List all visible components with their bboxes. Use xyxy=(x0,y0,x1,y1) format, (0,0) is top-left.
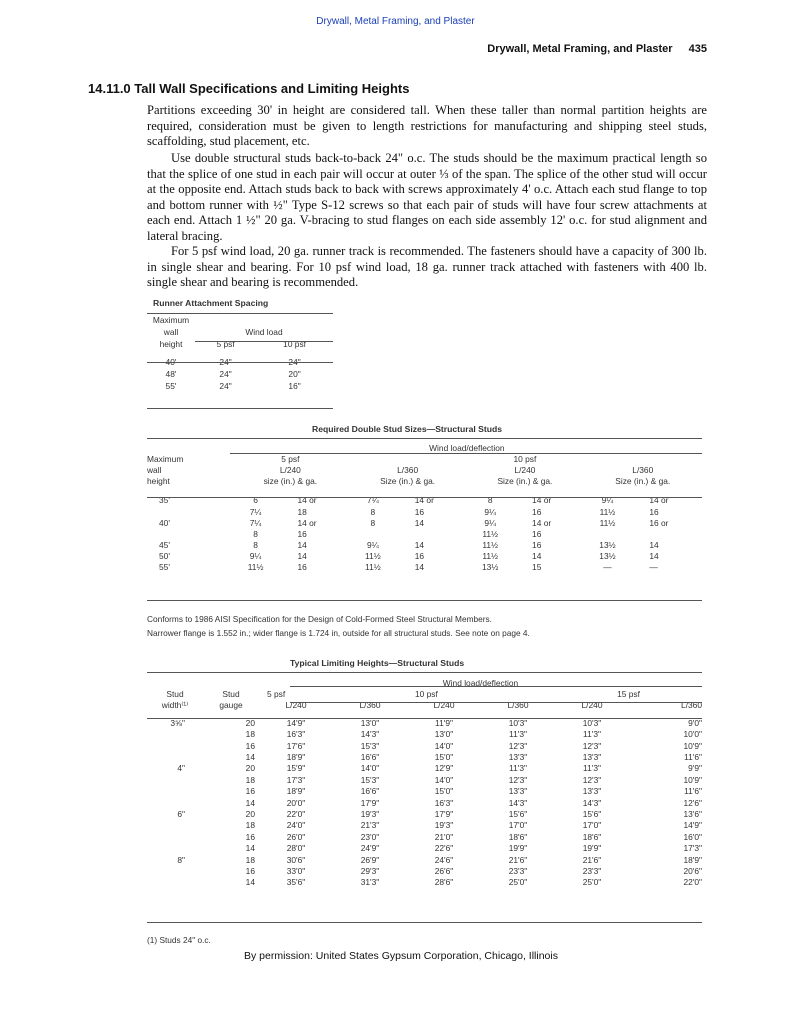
table-row xyxy=(147,528,702,539)
table-cell: 11'9" xyxy=(435,717,453,728)
runner-group-header: Wind load xyxy=(245,327,283,337)
table-cell: 18'9" xyxy=(683,854,702,865)
table-cell: 21'0" xyxy=(434,831,454,842)
runner-table-grid xyxy=(147,314,333,392)
table-cell: — xyxy=(603,562,612,573)
table-cell: 23'3" xyxy=(582,865,602,876)
table-cell: 7¼ xyxy=(249,506,262,517)
table-cell: 15'6" xyxy=(508,808,528,819)
table-cell: 16 xyxy=(532,506,542,517)
table-cell: 12'6" xyxy=(683,797,702,808)
table-cell: 11½ xyxy=(365,562,381,573)
table-cell: 35'6" xyxy=(286,877,306,888)
limiting-header-stud: Stud xyxy=(222,689,240,700)
double-stud-defl-header: L/360 xyxy=(632,464,654,475)
table-cell xyxy=(147,729,203,740)
table-cell: 21'6" xyxy=(582,854,602,865)
table-cell: 15'0" xyxy=(434,752,454,763)
table-cell: 16 xyxy=(245,865,255,876)
table-cell: 20" xyxy=(288,369,301,379)
table-cell: 16 xyxy=(532,528,542,539)
table-cell: 13'0" xyxy=(360,717,380,728)
table-cell xyxy=(147,528,232,539)
table-cell: 14 xyxy=(297,551,307,562)
table-cell: 12'3" xyxy=(508,774,528,785)
table-cell xyxy=(631,528,702,539)
table-cell: 13'3" xyxy=(508,752,528,763)
table-row xyxy=(147,751,702,762)
table-cell: 18'6" xyxy=(508,831,528,842)
table-cell xyxy=(147,751,203,762)
table-cell: 17'9" xyxy=(360,797,380,808)
paragraph-2: Use double structural studs back-to-back 24" o.c. The studs should be the maximum practical length so that the splice of one stud in each pair will occur at outer ⅓ of the span. The splice of the other stud will occur at the opposite end. Attach studs back to back with screws approximately 4' o.c. Attach each stud flange to top and bottom runner with ½" Type S-12 screws so that each pair of studs will have four screw attachments at each end. Attach 1 ½" 20 ga. V-bracing to stud flanges on each side assembly 12' o.c. for stud alignment and lateral bracing. xyxy=(147,151,707,243)
table-cell: 14 xyxy=(414,517,425,528)
table-cell: 20'0" xyxy=(286,797,306,808)
table-cell: 40' xyxy=(159,517,170,528)
table-cell: 17'6" xyxy=(286,740,306,751)
double-stud-note-2: Narrower flange is 1.552 in.; wider flange is 1.724 in, outside for all structural studs. See note on page 4. xyxy=(147,628,530,638)
table-cell: 11'6" xyxy=(684,786,702,797)
table-cell: 14 xyxy=(414,562,425,573)
table-cell: 14 or xyxy=(649,495,669,506)
table-cell: 26'0" xyxy=(286,831,306,842)
table-cell: 7¼ xyxy=(367,495,379,506)
table-cell: 15'0" xyxy=(434,786,454,797)
table-cell: 8 xyxy=(370,517,376,528)
table-cell xyxy=(147,786,203,797)
table-cell: 14'0" xyxy=(360,763,380,774)
table-cell xyxy=(147,820,203,831)
table-cell: 14'0" xyxy=(434,740,454,751)
table-cell: 31'3" xyxy=(360,877,380,888)
double-stud-defl-header: L/360 xyxy=(397,464,419,475)
limiting-subheader: L/240 xyxy=(433,700,455,711)
table-cell: 28'6" xyxy=(434,877,454,888)
table-cell: 11'3" xyxy=(583,763,601,774)
table-cell: 9¼ xyxy=(367,540,379,551)
table-cell: 11½ xyxy=(247,562,264,573)
limiting-header-rule xyxy=(147,718,702,719)
runner-header-max: Maximum xyxy=(152,315,190,325)
table-cell: 16 xyxy=(414,551,425,562)
table-cell: 11½ xyxy=(599,506,616,517)
table-cell: 17'0" xyxy=(508,820,528,831)
double-stud-header-wall: wall xyxy=(147,464,162,475)
table-cell: 14 xyxy=(245,877,255,888)
table-row xyxy=(147,865,702,876)
table-cell: 16'3" xyxy=(286,729,306,740)
table-cell: 18'6" xyxy=(582,831,602,842)
table-cell: 8 xyxy=(370,506,376,517)
table-row xyxy=(147,368,333,380)
table-row xyxy=(147,831,702,842)
limiting-psf-header: 5 psf xyxy=(267,689,286,700)
table-cell: 40' xyxy=(165,357,177,367)
limiting-subheader: L/360 xyxy=(359,700,381,711)
table-cell: 17'3" xyxy=(286,774,306,785)
table-cell: 12'3" xyxy=(582,740,602,751)
table-cell: 12'3" xyxy=(582,774,602,785)
table-cell: 11½ xyxy=(482,540,498,551)
table-cell: 10'3" xyxy=(582,717,602,728)
table-cell: 9'0" xyxy=(688,717,702,728)
double-stud-defl-header: L/240 xyxy=(514,464,536,475)
limiting-bottom-rule xyxy=(147,922,702,923)
table-cell: 16 xyxy=(245,831,255,842)
table-row xyxy=(147,877,702,888)
double-stud-psf-header: 5 psf xyxy=(281,453,300,464)
table-cell: 21'6" xyxy=(508,854,528,865)
limiting-top-rule xyxy=(147,672,702,673)
table-cell: 14'0" xyxy=(434,774,454,785)
table-cell: 45' xyxy=(159,540,170,551)
table-cell: 11½ xyxy=(482,528,498,539)
table-cell: 9¼ xyxy=(601,495,614,506)
double-stud-header-max: Maximum xyxy=(147,453,184,464)
table-cell xyxy=(397,528,467,539)
table-cell: 12'3" xyxy=(508,740,528,751)
table-cell: 16 xyxy=(297,562,307,573)
table-cell: 13½ xyxy=(599,540,616,551)
table-cell: 24" xyxy=(219,369,232,379)
table-cell: 16'6" xyxy=(360,752,380,763)
table-cell: 4" xyxy=(177,763,185,774)
table-cell: 16'6" xyxy=(360,786,380,797)
table-cell: 25'0" xyxy=(508,877,528,888)
table-cell: 8 xyxy=(487,495,493,506)
table-cell: 13'3" xyxy=(582,786,602,797)
limiting-subheader: L/240 xyxy=(581,700,603,711)
table-cell: 21'3" xyxy=(360,820,380,831)
table-cell: 15'9" xyxy=(286,763,306,774)
limiting-table xyxy=(147,677,702,888)
table-cell: 24'9" xyxy=(360,843,380,854)
table-cell: 14 xyxy=(245,797,255,808)
table-cell: 13'3" xyxy=(508,786,528,797)
double-stud-header-rule xyxy=(147,497,702,498)
table-cell: 16" xyxy=(288,381,301,391)
table-cell: 23'3" xyxy=(508,865,528,876)
credit-line: By permission: United States Gypsum Corporation, Chicago, Illinois xyxy=(244,950,558,962)
double-stud-defl-header: L/240 xyxy=(279,464,301,475)
runner-header-height: height xyxy=(159,339,183,349)
table-row xyxy=(147,854,702,865)
limiting-psf-header: 10 psf xyxy=(415,689,438,700)
table-cell: 19'3" xyxy=(434,820,454,831)
table-cell xyxy=(147,842,203,853)
table-cell: 17'3" xyxy=(683,843,702,854)
table-row xyxy=(147,797,702,808)
table-cell: 22'0" xyxy=(286,808,306,819)
table-cell: 15 xyxy=(532,562,542,573)
table-cell: 14'3" xyxy=(508,797,528,808)
table-cell: 24" xyxy=(219,381,232,391)
table-row xyxy=(147,763,702,774)
table-cell xyxy=(349,528,397,539)
table-cell: 18 xyxy=(297,506,307,517)
table-cell xyxy=(147,506,232,517)
table-cell: 8 xyxy=(253,540,258,551)
table-cell: 16 xyxy=(414,506,425,517)
table-cell: 18 xyxy=(245,854,255,865)
table-cell: 18 xyxy=(245,774,255,785)
limiting-psf-rule xyxy=(290,702,702,703)
table-cell xyxy=(147,740,203,751)
table-cell: 50' xyxy=(159,551,170,562)
table-cell: 24" xyxy=(288,357,301,367)
table-cell: 13'6" xyxy=(683,808,702,819)
table-cell: 14'3" xyxy=(360,729,380,740)
table-cell: 25'0" xyxy=(582,877,602,888)
table-cell: 14 xyxy=(297,540,307,551)
table-row xyxy=(147,774,702,785)
table-cell: 20 xyxy=(245,763,255,774)
table-cell: 9¼ xyxy=(249,551,262,562)
limiting-grid xyxy=(147,677,702,888)
table-cell: 16 xyxy=(297,528,307,539)
table-cell: 23'0" xyxy=(360,831,380,842)
table-cell: 11'6" xyxy=(684,752,702,763)
table-cell: — xyxy=(649,562,658,573)
page-number: 435 xyxy=(688,43,707,55)
runner-group-rule xyxy=(195,341,333,342)
table-cell: 7¼ xyxy=(249,517,262,528)
limiting-header-gauge: gauge xyxy=(219,700,243,711)
paragraph-1: Partitions exceeding 30' in height are considered tall. When these taller than normal partition heights are required, consideration must be given to length restrictions for manufacturing and shipping steel studs, scaffolding, stud placement, etc. xyxy=(147,103,707,149)
table-cell: 10'9" xyxy=(683,774,702,785)
table-cell: 18 xyxy=(245,729,255,740)
table-cell: 11'3" xyxy=(509,729,527,740)
table-cell: 19'9" xyxy=(582,843,602,854)
table-cell: 14 xyxy=(649,551,659,562)
double-stud-size-header: Size (in.) & ga. xyxy=(380,476,436,487)
table-cell: 13'0" xyxy=(434,729,454,740)
table-row xyxy=(147,506,702,517)
table-cell: 14 or xyxy=(532,517,552,528)
double-stud-top-rule xyxy=(147,438,702,439)
runner-table-title: Runner Attachment Spacing xyxy=(153,298,269,308)
double-stud-note-1: Conforms to 1986 AISI Specification for the Design of Cold-Formed Steel Structural Members. xyxy=(147,614,492,624)
table-cell: 35' xyxy=(159,495,170,506)
table-cell: 15'6" xyxy=(582,808,602,819)
table-row xyxy=(147,517,702,528)
table-cell: 30'6" xyxy=(286,854,306,865)
paragraph-3: For 5 psf wind load, 20 ga. runner track is recommended. The fasteners should have a capacity of 300 lb. in single shear and bearing. For 10 psf wind load, 18 ga. runner track attached with fasteners with 400 lb. single shear and bearing is recommended. xyxy=(147,244,707,290)
double-stud-psf-header: 10 psf xyxy=(513,453,537,464)
table-cell: 15'3" xyxy=(360,740,380,751)
double-stud-size-header: Size (in.) & ga. xyxy=(615,476,671,487)
table-cell: 55' xyxy=(165,381,177,391)
double-stud-table xyxy=(147,442,702,573)
table-cell: 14 or xyxy=(297,517,317,528)
limiting-psf-header: 15 psf xyxy=(617,689,640,700)
table-cell: 14'3" xyxy=(582,797,602,808)
table-cell: 19'3" xyxy=(360,808,380,819)
table-cell: 28'0" xyxy=(286,843,306,854)
table-cell: 3⅝" xyxy=(170,717,185,728)
limiting-title: Typical Limiting Heights—Structural Studs xyxy=(290,658,465,668)
table-cell: 24'6" xyxy=(434,854,454,865)
table-cell: 14 or xyxy=(297,495,317,506)
runner-table xyxy=(147,314,333,392)
table-cell: 24" xyxy=(219,357,232,367)
table-cell: 16'0" xyxy=(683,831,702,842)
table-row xyxy=(147,562,702,573)
limiting-subheader: L/240 xyxy=(285,700,307,711)
table-cell xyxy=(147,797,203,808)
table-cell: 22'6" xyxy=(434,843,454,854)
table-cell: 14'9" xyxy=(683,820,702,831)
table-cell: 14 xyxy=(245,752,255,763)
table-cell: 10'0" xyxy=(683,729,702,740)
table-cell: 16 xyxy=(245,740,255,751)
table-cell: 9'9" xyxy=(688,763,702,774)
limiting-subheader: L/360 xyxy=(681,700,702,711)
table-cell: 11½ xyxy=(482,551,498,562)
table-cell xyxy=(147,865,203,876)
table-row xyxy=(147,740,702,751)
runner-subheader: 5 psf xyxy=(216,339,235,349)
double-stud-bottom-rule xyxy=(147,600,702,601)
table-cell: 26'6" xyxy=(434,865,454,876)
table-cell: 48' xyxy=(165,369,177,379)
table-cell: 55' xyxy=(159,562,170,573)
running-head-title: Drywall, Metal Framing, and Plaster xyxy=(487,43,673,55)
table-row xyxy=(147,380,333,392)
table-cell: 10'3" xyxy=(508,717,528,728)
table-cell: 16 or xyxy=(649,517,669,528)
double-stud-group-rule xyxy=(230,453,702,454)
table-cell: 14 xyxy=(245,843,255,854)
double-stud-size-header: size (in.) & ga. xyxy=(263,476,318,487)
limiting-footnote: (1) Studs 24" o.c. xyxy=(147,935,211,945)
running-head xyxy=(487,43,707,55)
table-cell: 20'6" xyxy=(683,865,702,876)
table-cell: 17'9" xyxy=(434,808,454,819)
table-row xyxy=(147,808,702,819)
table-row xyxy=(147,786,702,797)
table-cell: 16 xyxy=(532,540,542,551)
table-cell: 13½ xyxy=(599,551,616,562)
table-cell: 16'3" xyxy=(434,797,454,808)
top-link[interactable]: Drywall, Metal Framing, and Plaster xyxy=(316,16,475,27)
table-cell: 14 xyxy=(649,540,659,551)
table-cell: 13½ xyxy=(482,562,499,573)
table-cell xyxy=(584,528,632,539)
table-row xyxy=(147,820,702,831)
table-cell: 33'0" xyxy=(286,865,306,876)
table-cell: 13'3" xyxy=(582,752,602,763)
table-cell: 20 xyxy=(245,808,255,819)
table-cell: 6 xyxy=(253,495,258,506)
double-stud-header-height: height xyxy=(147,476,170,487)
table-row xyxy=(147,729,702,740)
table-cell: 11½ xyxy=(365,551,381,562)
table-cell: 19'9" xyxy=(508,843,528,854)
table-cell: 9¼ xyxy=(484,506,496,517)
table-cell: 20 xyxy=(245,717,255,728)
double-stud-title: Required Double Stud Sizes—Structural Studs xyxy=(312,424,503,434)
table-cell: 11½ xyxy=(599,517,616,528)
table-cell: 12'9" xyxy=(434,763,454,774)
table-cell: 22'0" xyxy=(683,877,702,888)
table-cell: 8 xyxy=(253,528,258,539)
table-cell: 29'3" xyxy=(360,865,380,876)
table-cell: 17'0" xyxy=(582,820,602,831)
runner-bottom-rule xyxy=(147,408,333,409)
table-cell: 15'3" xyxy=(360,774,380,785)
table-cell xyxy=(147,831,203,842)
table-cell: 14 or xyxy=(532,495,552,506)
limiting-group-header: Wind load/deflection xyxy=(442,677,519,688)
table-cell: 10'9" xyxy=(683,740,702,751)
table-cell: 16 xyxy=(245,786,255,797)
double-stud-group-header: Wind load/deflection xyxy=(429,442,505,453)
table-cell: 9¼ xyxy=(484,517,496,528)
table-cell: 11'3" xyxy=(583,729,601,740)
table-cell: 16 xyxy=(649,506,659,517)
table-cell xyxy=(147,877,203,888)
table-cell: 18'9" xyxy=(286,752,306,763)
limiting-header-width: width⁽¹⁾ xyxy=(161,700,189,711)
table-cell xyxy=(147,774,203,785)
double-stud-grid xyxy=(147,442,702,573)
table-cell: 14 xyxy=(532,551,542,562)
table-cell: 11'3" xyxy=(509,763,527,774)
table-cell: 18 xyxy=(245,820,255,831)
double-stud-size-header: Size (in.) & ga. xyxy=(497,476,553,487)
runner-header-rule xyxy=(147,362,333,363)
table-cell: 6" xyxy=(177,808,185,819)
table-cell: 8" xyxy=(177,854,185,865)
table-cell: 26'9" xyxy=(360,854,380,865)
table-cell: 14 or xyxy=(414,495,434,506)
limiting-group-rule xyxy=(290,686,702,687)
table-row xyxy=(147,842,702,853)
table-cell: 18'9" xyxy=(286,786,306,797)
runner-header-wall: wall xyxy=(163,327,179,337)
table-row xyxy=(147,551,702,562)
table-cell: 14'9" xyxy=(286,717,306,728)
runner-subheader: 10 psf xyxy=(283,339,306,349)
section-title: 14.11.0 Tall Wall Specifications and Limiting Heights xyxy=(88,81,410,96)
table-cell: 24'0" xyxy=(286,820,306,831)
table-row xyxy=(147,540,702,551)
limiting-subheader: L/360 xyxy=(507,700,529,711)
table-cell: 14 xyxy=(414,540,425,551)
limiting-header-stud: Stud xyxy=(166,689,184,700)
